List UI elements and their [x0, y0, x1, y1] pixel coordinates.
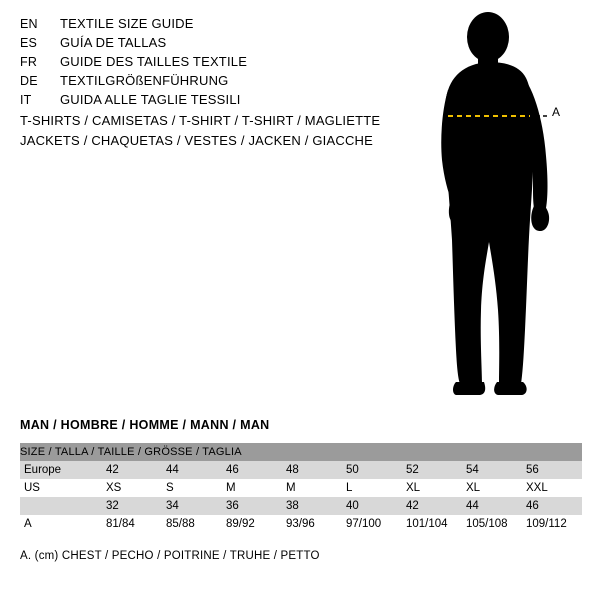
category-tshirts: T-SHIRTS / CAMISETAS / T-SHIRT / T-SHIRT / MAGLIETTE	[20, 113, 381, 128]
language-row	[20, 52, 400, 71]
language-row	[20, 33, 400, 52]
table-cell: XS	[106, 479, 166, 497]
language-row	[20, 90, 400, 109]
language-code: FR	[20, 55, 38, 69]
language-text: TEXTILE SIZE GUIDE	[60, 16, 194, 31]
gender-section-title: MAN / HOMBRE / HOMME / MANN / MAN	[20, 418, 270, 432]
table-cell: XXL	[526, 479, 582, 497]
table-cell: 85/88	[166, 515, 226, 533]
language-text: GUÍA DE TALLAS	[60, 35, 167, 50]
table-cell: 93/96	[286, 515, 346, 533]
table-cell: 48	[286, 461, 346, 479]
table-cell: 50	[346, 461, 406, 479]
table-cell: 42	[406, 497, 466, 515]
table-cell: 89/92	[226, 515, 286, 533]
garment-categories	[20, 111, 420, 151]
language-text: GUIDA ALLE TAGLIE TESSILI	[60, 92, 241, 107]
table-cell: M	[226, 479, 286, 497]
size-table	[20, 443, 582, 533]
table-cell: M	[286, 479, 346, 497]
language-code: DE	[20, 74, 38, 88]
language-code: ES	[20, 36, 38, 50]
table-cell: XL	[406, 479, 466, 497]
male-figure-illustration	[420, 10, 590, 400]
table-cell: L	[346, 479, 406, 497]
table-row	[20, 461, 582, 479]
language-text: TEXTILGRÖßENFÜHRUNG	[60, 73, 229, 88]
table-cell: 97/100	[346, 515, 406, 533]
table-cell: 36	[226, 497, 286, 515]
row-label	[20, 497, 106, 515]
row-label: A	[20, 515, 106, 533]
language-list	[20, 14, 400, 109]
table-cell: XL	[466, 479, 526, 497]
table-footnote: A. (cm) CHEST / PECHO / POITRINE / TRUHE / PETTO	[20, 550, 320, 562]
table-cell: 34	[166, 497, 226, 515]
table-row	[20, 515, 582, 533]
table-cell: 42	[106, 461, 166, 479]
language-text: GUIDE DES TAILLES TEXTILE	[60, 54, 248, 69]
table-cell: 56	[526, 461, 582, 479]
language-row	[20, 14, 400, 33]
table-cell: 46	[226, 461, 286, 479]
table-row	[20, 497, 582, 515]
language-code: EN	[20, 17, 38, 31]
table-cell: 46	[526, 497, 582, 515]
table-cell: S	[166, 479, 226, 497]
row-label: Europe	[20, 461, 106, 479]
table-cell: 44	[166, 461, 226, 479]
language-row	[20, 71, 400, 90]
table-header-row	[20, 443, 582, 461]
table-cell: 40	[346, 497, 406, 515]
table-cell: 32	[106, 497, 166, 515]
measure-label-a: A	[552, 105, 561, 119]
category-jackets: JACKETS / CHAQUETAS / VESTES / JACKEN / GIACCHE	[20, 133, 374, 148]
table-row	[20, 479, 582, 497]
table-cell: 109/112	[526, 515, 582, 533]
table-cell: 81/84	[106, 515, 166, 533]
table-cell: 105/108	[466, 515, 526, 533]
table-cell: 38	[286, 497, 346, 515]
row-label: US	[20, 479, 106, 497]
table-cell: 101/104	[406, 515, 466, 533]
table-cell: 52	[406, 461, 466, 479]
table-header-cell: SIZE / TALLA / TAILLE / GRÖSSE / TAGLIA	[20, 443, 582, 461]
language-code: IT	[20, 93, 32, 107]
table-cell: 44	[466, 497, 526, 515]
table-cell: 54	[466, 461, 526, 479]
size-table-wrapper	[20, 443, 582, 533]
